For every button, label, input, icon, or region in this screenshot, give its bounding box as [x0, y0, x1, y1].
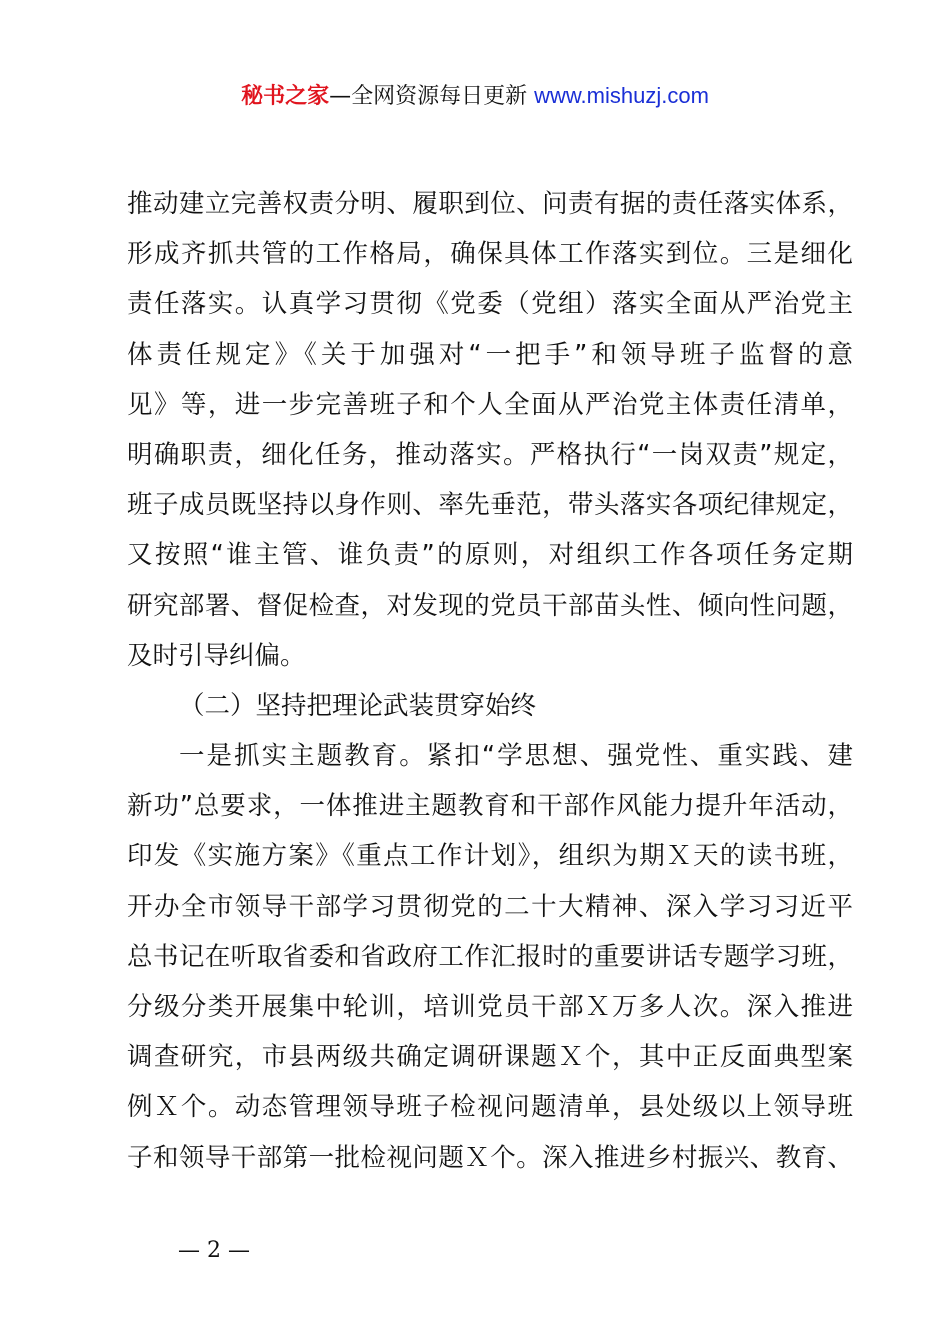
page-number: — 2 — [178, 1238, 250, 1263]
body-line: 责任落实。认真学习贯彻《党委（党组）落实全面从严治党主 [127, 289, 853, 320]
body-line: 印发《实施方案》《重点工作计划》，组织为期Ｘ天的读书班， [127, 841, 853, 872]
document-body [127, 179, 853, 1183]
site-header [0, 80, 950, 113]
body-line: 例Ｘ个。动态管理领导班子检视问题清单，县处级以上领导班 [127, 1092, 853, 1123]
body-line: 新功”总要求，一体推进主题教育和干部作风能力提升年活动， [127, 791, 853, 822]
body-line: 调查研究，市县两级共确定调研课题Ｘ个，其中正反面典型案 [127, 1042, 853, 1073]
brand-name: 秘书之家 [241, 84, 330, 109]
body-line: 子和领导干部第一批检视问题Ｘ个。深入推进乡村振兴、教育、 [127, 1142, 853, 1173]
body-line: 形成齐抓共管的工作格局，确保具体工作落实到位。三是细化 [127, 239, 853, 270]
body-line: 见》等，进一步完善班子和个人全面从严治党主体责任清单， [127, 389, 853, 420]
body-line: 一是抓实主题教育。紧扣“学思想、强党性、重实践、建 [179, 741, 853, 772]
body-line: 推动建立完善权责分明、履职到位、问责有据的责任落实体系， [127, 189, 853, 219]
body-line: 研究部署、督促检查，对发现的党员干部苗头性、倾向性问题， [127, 590, 853, 621]
body-line: 分级分类开展集中轮训，培训党员干部Ｘ万多人次。深入推进 [127, 992, 853, 1022]
body-line: 班子成员既坚持以身作则、率先垂范，带头落实各项纪律规定， [127, 490, 853, 521]
body-line: 明确职责，细化任务，推动落实。严格执行“一岗双责”规定， [127, 439, 853, 470]
section-heading: （二）坚持把理论武装贯穿始终 [179, 690, 537, 721]
body-line: 开办全市领导干部学习贯彻党的二十大精神、深入学习习近平 [127, 891, 853, 922]
body-line: 总书记在听取省委和省政府工作汇报时的重要讲话专题学习班， [127, 941, 853, 972]
body-line: 又按照“谁主管、谁负责”的原则，对组织工作各项任务定期 [127, 540, 853, 571]
body-line: 体责任规定》《关于加强对“一把手”和领导班子监督的意 [127, 339, 853, 370]
header-tagline: —全网资源每日更新 [329, 84, 528, 109]
body-line: 及时引导纠偏。 [127, 640, 306, 671]
site-url-link[interactable]: www.mishuzj.com [534, 83, 709, 108]
